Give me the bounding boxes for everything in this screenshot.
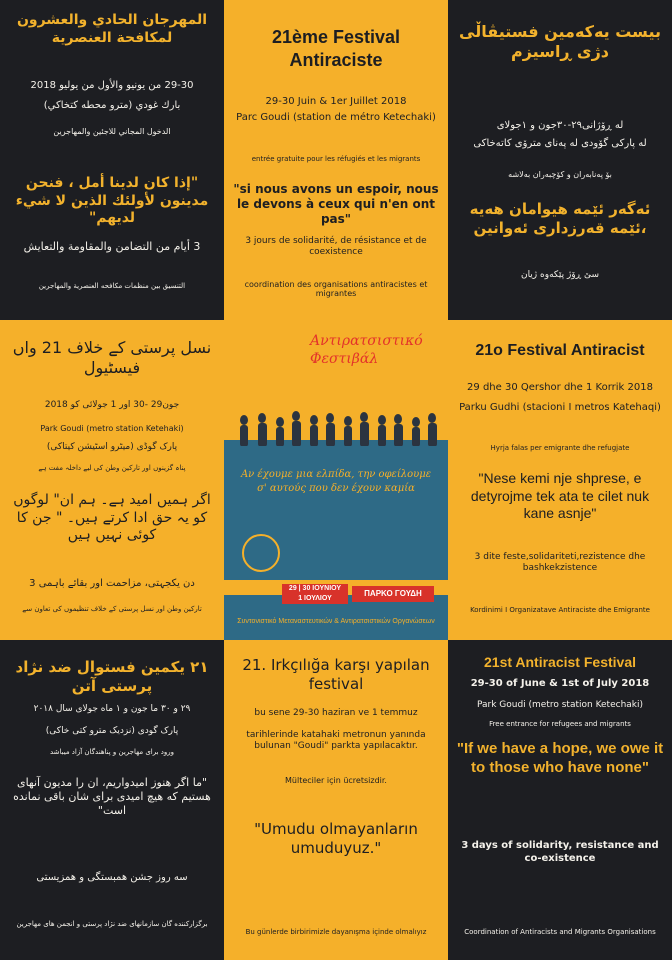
urdu-panel [0, 320, 224, 640]
albanian-panel [448, 320, 672, 640]
poster-park: ΠΑΡΚΟ ΓΟΥΔΗ [352, 586, 434, 602]
french-quote: "si nous avons un espoir, nous le devons à ceux qui n'en ont pas" [233, 182, 439, 226]
persian-quote: "ما اگر هنوز امیدواریم، ان را مدیون آنهای هستیم که هیچ امیدی برای شان باقی نمانده است" [13, 776, 211, 817]
english-days: 3 days of solidarity, resistance and co-existence [461, 840, 659, 864]
french-days: 3 jours de solidarité, de résistance et de coexistence [245, 236, 427, 258]
albanian-venue: Parku Gudhi (stacioni I metros Katehaqi) [459, 402, 661, 413]
persian-org: برگزارکننده گان سازمانهای ضد نژاد پرستی و انجمن های مهاجرین [16, 920, 208, 928]
persian-days: سه روز جشن همبستگی و همزیستی [36, 872, 188, 883]
persian-dates: ۲۹ و ۳۰ ما جون و ۱ ماه جولای سال ۲۰۱۸ [33, 704, 191, 714]
french-free: entrée gratuite pour les réfugiés et les migrants [251, 155, 421, 163]
arabic-days: 3 أيام من التضامن والمقاومة والتعايش [23, 240, 201, 253]
french-dates: 29-30 Juin & 1er Juillet 2018 [265, 96, 407, 107]
english-org: Coordination of Antiracists and Migrants Organisations [464, 928, 656, 936]
persian-venue: پارک گودی (نزدیک مترو کتی خاکی) [45, 726, 179, 736]
french-title: 21ème Festival Antiraciste [271, 27, 401, 70]
turkish-panel [224, 640, 448, 960]
urdu-org: تارکین وطن اور نسل پرستی کے خلاف تنظیموں کی تعاون سے [22, 605, 202, 613]
kurdish-days: سێ ڕۆژ پێکەوە ژیان [520, 270, 600, 280]
poster-org: Συντονιστικό Μεταναστευτικών & Αντιρατσιστικών Οργανώσεων [237, 618, 435, 625]
urdu-venue-ur: پارک گوڈی (میٹرو اسٹیشن کیتاکی) [46, 442, 178, 452]
marching-crowd-illustration [224, 390, 448, 460]
turkish-title: 21. Irkçılığa karşı yapılan festival [242, 656, 430, 693]
urdu-free: پناہ گزینوں اور تارکین وطن کی لیے داخلہ مفت ہے [38, 464, 186, 472]
english-dates: 29-30 of June & 1st of July 2018 [470, 678, 650, 689]
albanian-quote: "Nese kemi nje shprese, e detyrojme tek ata te cilet nuk kane asnje" [470, 470, 650, 521]
urdu-venue-en: Park Goudi (metro station Ketehaki) [40, 424, 184, 433]
arabic-title: المهرجان الحادي والعشرون لمكافحة العنصرية [16, 12, 208, 46]
french-panel [224, 0, 448, 320]
turkish-free: Mülteciler için ücretsizdir. [285, 776, 387, 785]
turkish-quote: "Umudu olmayanların umuduyuz." [254, 820, 418, 857]
poster-number: 21° [260, 340, 303, 371]
english-venue: Park Goudi (metro station Ketechaki) [476, 700, 644, 710]
french-org: coordination des organisations antiracistes et migrantes [244, 280, 428, 298]
urdu-quote: اگر ہمیں امید ہے۔ ہم ان" لوگوں کو یہ حق ادا کرتے ہیں۔ " جن کا کوئی نہیں ہیں [13, 492, 211, 543]
arabic-quote: "إذا كان لدينا أمل ، فنحن مدينون لأولئك الذين لا شيء لديهم" [15, 175, 209, 226]
turkish-dates: bu sene 29-30 haziran ve 1 temmuz [254, 708, 418, 718]
kurdish-title: بیست یەکەمین فستیڤاڵی دژی ڕاسیزم [459, 22, 661, 61]
greek-poster [224, 320, 448, 640]
poster-date-box [282, 584, 348, 604]
postmark-stamp-icon [242, 534, 280, 572]
albanian-dates: 29 dhe 30 Qershor dhe 1 Korrik 2018 [467, 382, 653, 393]
urdu-dates: جون29 -30 اور 1 جولائی کو 2018 [44, 400, 180, 410]
arabic-org: التنسيق بين منظمات مكافحه العنصرية والمهاجرين [38, 282, 186, 290]
arabic-dates: 29-30 من يونيو والأول من يوليو 2018 [30, 80, 194, 91]
arabic-free: الدخول المجاني للاجئين والمهاجرين [53, 127, 171, 136]
persian-panel [0, 640, 224, 960]
turkish-days: Bu günlerde birbirimizle dayanışma içinde olmalıyız [245, 928, 427, 936]
urdu-title: نسل پرستی کے خلاف 21 واں فیسٹیول [12, 338, 212, 377]
turkish-venue: tarihlerinde katahaki metronun yanında bulunan "Goudi" parkta yapılacaktır. [246, 730, 426, 752]
english-quote: "If we have a hope, we owe it to those who have none" [456, 740, 664, 776]
kurdish-free: بۆ پەنابەران و کۆچبەران بەلاشە [508, 170, 612, 179]
albanian-free: Hyrja falas per emigrante dhe refugjate [490, 444, 630, 452]
arabic-venue: بارك غودي (مترو محطه كتخاكي) [43, 100, 181, 111]
poster-greek-title: Αντιρατσιστικό Φεστιβάλ [310, 333, 423, 368]
english-title: 21st Antiracist Festival [484, 654, 636, 670]
arabic-panel [0, 0, 224, 320]
french-venue: Parc Goudi (station de métro Ketechaki) [236, 112, 436, 123]
english-free: Free entrance for refugees and migrants [489, 720, 631, 728]
kurdish-quote: ئەگەر ئێمە هیوامان هەیە ،ئێمە قەرزداری ئەوانین [469, 200, 651, 237]
poster-date-line2: 1 ΙΟΥΛΙΟΥ [298, 595, 332, 602]
persian-title: ۲۱ یکمین فستوال ضد نژاد پرستی آتن [15, 658, 209, 695]
persian-free: ورود برای مهاجرین و پناهندگان آزاد میباشد [49, 748, 175, 756]
kurdish-venue: لە پارکی گۆودی لە پەنای مترۆی کاتەخاکی [473, 138, 647, 149]
kurdish-dates: لە ڕۆژانی٢٩-٣٠جون و ١جولای [496, 120, 624, 131]
albanian-org: Kordinimi I Organizatave Antiraciste dhe Emigrante [470, 606, 650, 614]
poster-date-line1: 29 | 30 ΙΟΥΝΙΟΥ [288, 585, 342, 592]
albanian-title: 21o Festival Antiracist [475, 342, 645, 359]
english-panel [448, 640, 672, 960]
kurdish-panel [448, 0, 672, 320]
albanian-days: 3 dite feste,solidariteti,rezistence dhe bashkekzistence [474, 552, 646, 574]
poster-greek-quote: Αν έχουμε μια ελπίδα, την οφείλουμε σ' αυτούς που δεν έχουν καμία [240, 469, 432, 494]
urdu-days: دن یکجہتی، مزاحمت اور بقائے باہمی 3 [29, 578, 195, 589]
